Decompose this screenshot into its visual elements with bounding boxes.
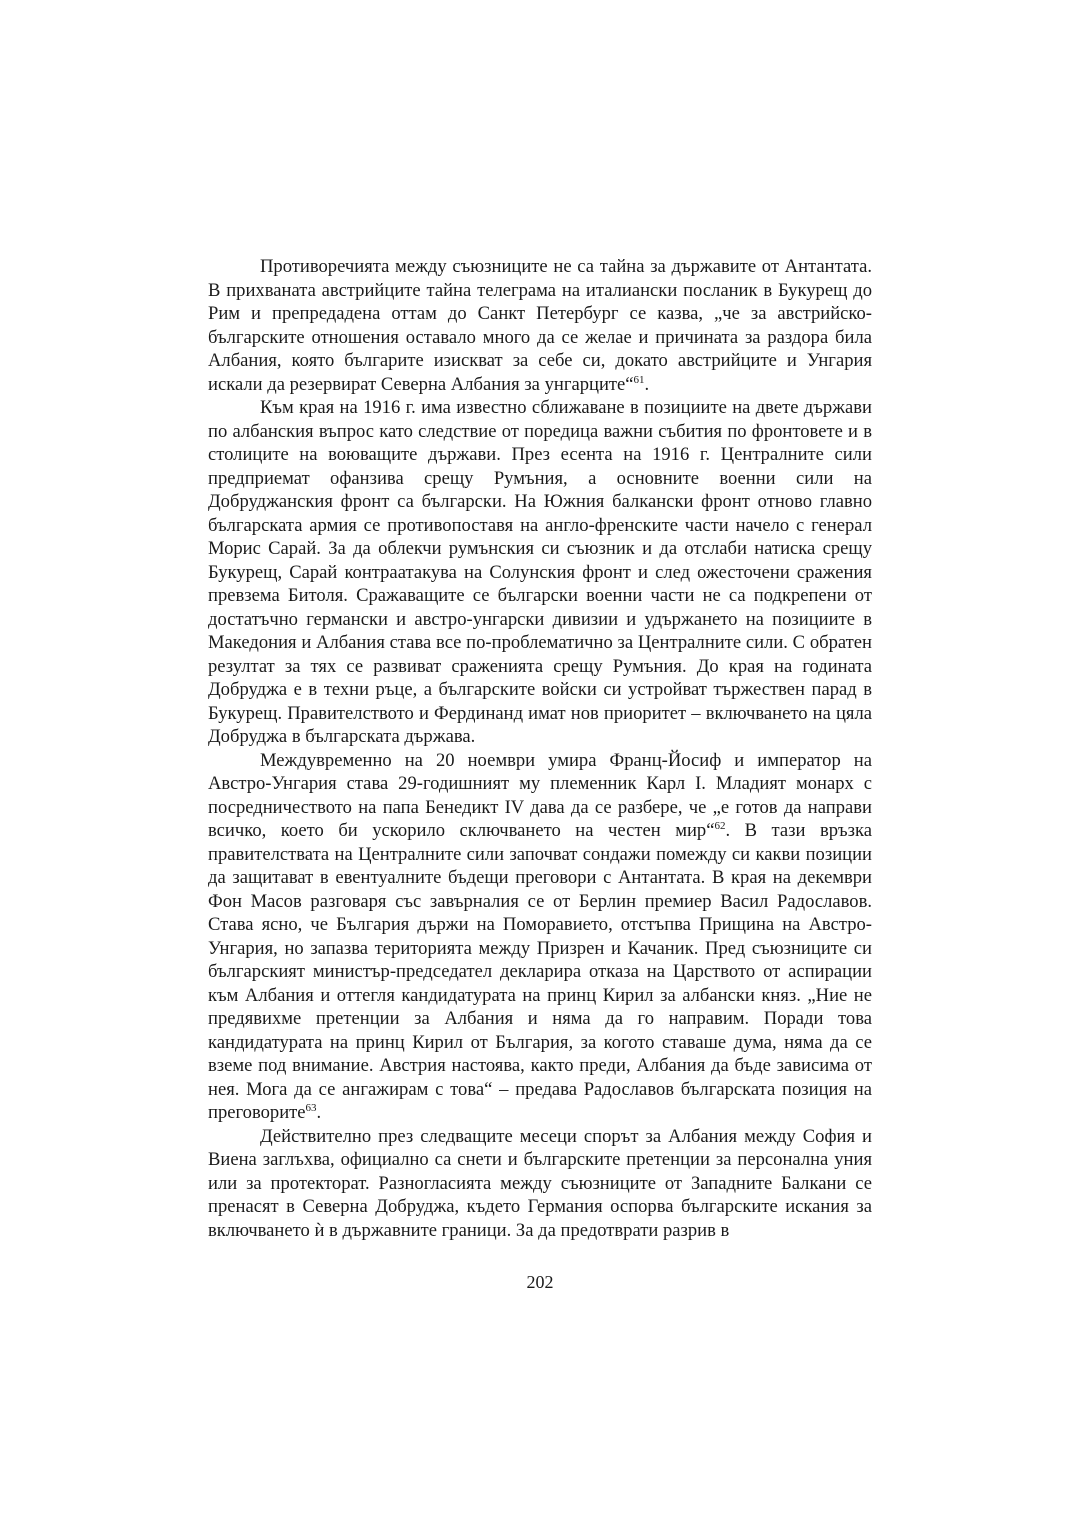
paragraph-1	[208, 255, 872, 396]
paragraph-4	[208, 1125, 872, 1243]
paragraph-text: Междувременно на 20 ноември умира Франц-Йосиф и император на Австро-Унгария става 29-годишният му племенник Карл I. Младият монарх с посредничеството на папа Бенедикт IV дава да се разбере, че „е готов да направи всичко, което би ускорило сключването на честен мир“	[208, 749, 872, 841]
footnote-ref: 62	[714, 819, 726, 832]
footnote-ref: 61	[633, 373, 645, 386]
paragraph-tail: .	[316, 1102, 322, 1123]
paragraph-text: Действително през следващите месеци спорът за Албания между София и Виена заглъхва, официално са снети и българските претенции за персонална уния или за протекторат. Разногласията между съюзниците от Западните Балкани се пренасят в Северна Добруджа, където Германия оспорва българските искания за включването ѝ в държавните граници. За да предотврати разрив в	[208, 1125, 872, 1241]
footnote-ref: 63	[305, 1101, 317, 1114]
paragraph-text: Към края на 1916 г. има известно сближаване в позициите на двете държави по албанския въпрос като следствие от поредица важни събития по фронтовете и в столиците на воюващите държави. През есента на 1916 г. Централните сили предприемат офанзива срещу Румъния, а основните военни сили на Добруджанския фронт са български. На Южния балкански фронт отново главно българската армия се противопоставя на англо-френските части начело с генерал Морис Сарай. За да облекчи румънския си съюзник и да отслаби натиска срещу Букурещ, Сарай контраатакува на Солунския фронт и след ожесточени сражения превзема Битоля. Сражаващите се български военни части не са подкрепени от достатъчно германски и австро-унгарски дивизии и удържането на позициите в Македония и Албания става все по-проблематично за Централните сили. С обратен резултат за тях се развиват сраженията срещу Румъния. До края на годината Добруджа е в техни ръце, а българските войски си устройват тържествен парад в Букурещ. Правителството и Фердинанд имат нов приоритет – включването на цяла Добруджа в българската държава.	[208, 397, 872, 747]
paragraph-tail: .	[644, 373, 650, 395]
paragraph-3	[208, 749, 872, 1125]
paragraph-text: Противоречията между съюзниците не са тайна за държавите от Антантата. В прихваната австрийците тайна телеграма на италиански посланик в Букурещ до Рим и препредадена оттам до Санкт Петербург се казва, „че за австрийско-българските отношения оставало много да се желае и причината за раздора била Албания, която българите изискват за себе си, докато австрийците и Унгария искали да резервират Северна Албания за унгарците“	[208, 256, 872, 395]
paragraph-tail: . В тази връзка правителствата на Централните сили започват сондажи помежду си какви позиции да защитават в евентуалните бъдещи преговори с Антантата. В края на декември Фон Масов разговаря със завърналия се от Берлин премиер Васил Радославов. Става ясно, че България държи на Поморавието, отстъпва Прищина на Австро-Унгария, но запазва територията между Призрен и Качаник. Пред съюзниците си българският министър-председател декларира отказа на Царството от аспирации към Албания и оттегля кандидатурата на принц Кирил за албански княз. „Ние не предявихме претенции за Албания и няма да го направим. Поради това кандидатурата на принц Кирил от България, за когото ставаше дума, няма да се вземе под внимание. Австрия настоява, както преди, Албания да бъде зависима от нея. Мога да се ангажирам с това“ – предава Радославов българската позиция на преговорите	[208, 820, 873, 1123]
page-number: 202	[526, 1272, 554, 1292]
paragraph-2	[208, 396, 872, 749]
body-text	[208, 255, 872, 1242]
